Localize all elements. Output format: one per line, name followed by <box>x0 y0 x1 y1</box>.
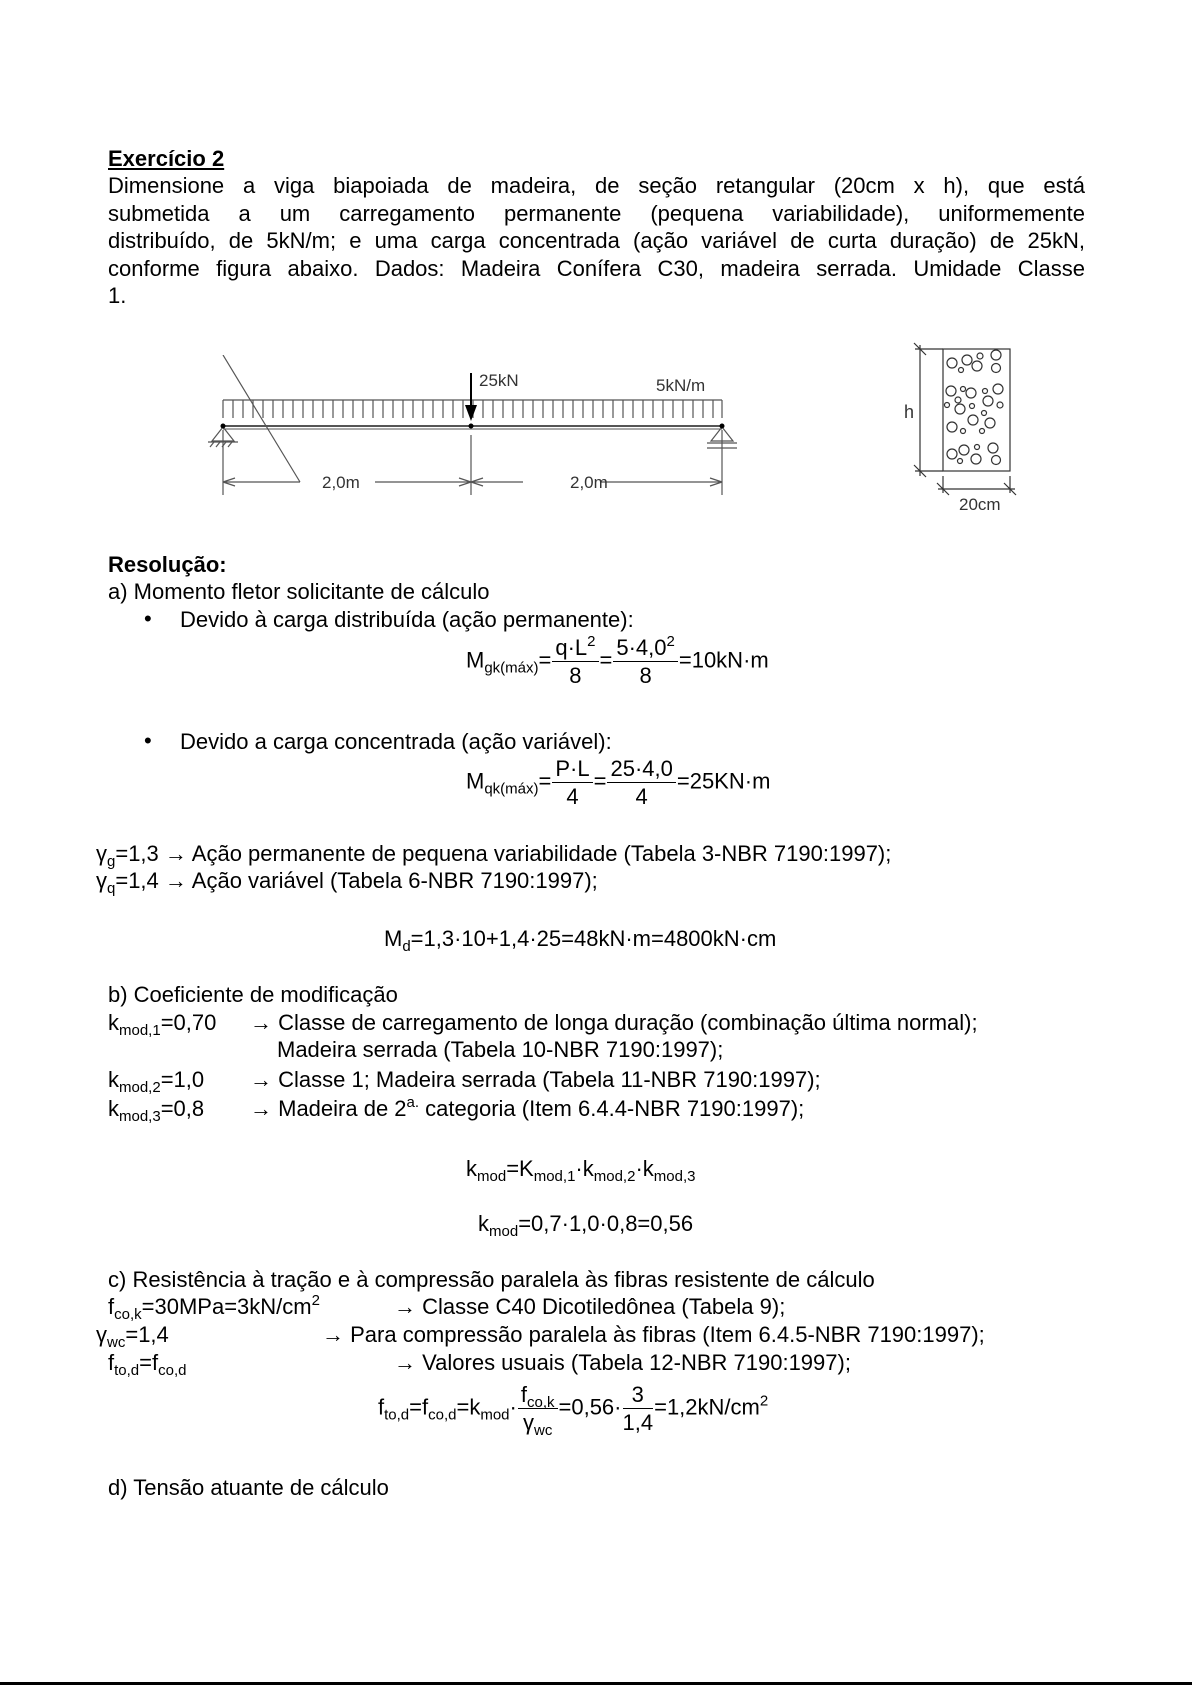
kmod3-value: $k_{mod,3}=0,8$ <box>108 1096 205 1125</box>
equation-mqk: $M_{qk(máx)}=$ $\frac{P\cdot L}{4}$ = $\frac{25\cdot 4,0}{4}$ =25KN·m <box>466 756 771 809</box>
fcok-value: $f_{co,k}=30MPa=3kN/cm^2$ <box>108 1292 320 1323</box>
kmod2-value: $k_{mod,2}=1,0$ <box>108 1067 205 1096</box>
kmod1-description-2: Madeira serrada (Tabela 10-NBR 7190:1997); <box>277 1037 724 1062</box>
section-c-title: c) Resistência à tração e à compressão paralela às fibras resistente de cálculo <box>108 1267 875 1292</box>
kmod1-value: $k_{mod,1}=0,70$ <box>108 1010 217 1039</box>
cross-section-diagram <box>900 340 1030 520</box>
equation-ftod: $f_{to,d}=f_{co,d}=k_{mod}\cdot$ $\frac{f_{co,k}}{\gamma_{wc}}$ =0,56· $\frac{3}{1,4}$ $=1,2kN/cm^2$ <box>378 1382 769 1439</box>
gamma-q-line: $\gamma_q=1,4$ → Ação variável (Tabela 6-NBR 7190:1997); <box>96 868 598 897</box>
equation-kmod-value: $k_{mod}=0,7\cdot 1,0\cdot 0,8=0,56$ <box>478 1211 694 1240</box>
ftod-description: → Valores usuais (Tabela 12-NBR 7190:1997); <box>394 1350 851 1375</box>
point-load-label: 25kN <box>479 371 519 390</box>
kmod2-description: → Classe 1; Madeira serrada (Tabela 11-NBR 7190:1997); <box>250 1067 821 1092</box>
exercise-title: Exercício 2 <box>108 146 225 171</box>
kmod3-description: → Madeira de $2^{a.}$ categoria (Item 6.4.4-NBR 7190:1997); <box>250 1094 805 1121</box>
equation-mgk: $M_{gk(máx)}=$ $\frac{q\cdot L^2}{8}$ = $\frac{5\cdot 4,0^2}{8}$ =10kN·m <box>466 633 769 688</box>
gamma-g-line: $\gamma_g=1,3$ → Ação permanente de pequena variabilidade (Tabela 3-NBR 7190:1997); <box>96 841 892 870</box>
section-b-title: b) Coeficiente de modificação <box>108 982 398 1007</box>
bullet-icon: • <box>144 728 152 753</box>
statement-line-1: Dimensione a viga biapoiada de madeira, de seção retangular (20cm x h), que está <box>108 173 1085 198</box>
fcok-description: → Classe C40 Dicotiledônea (Tabela 9); <box>394 1294 786 1319</box>
resolution-heading: Resolução: <box>108 552 227 577</box>
statement-line-3: distribuído, de 5kN/m; e uma carga concentrada (ação variável de curta duração) de 25kN, <box>108 228 1085 253</box>
bullet-icon: • <box>144 606 152 631</box>
section-d-title: d) Tensão atuante de cálculo <box>108 1475 389 1500</box>
section-height-label: h <box>904 402 915 422</box>
bullet-concentrated: Devido a carga concentrada (ação variável): <box>180 729 612 754</box>
span-right-label: 2,0m <box>570 473 608 492</box>
beam-diagram <box>190 355 750 515</box>
equation-md: $M_d=1,3\cdot 10+1,4\cdot 25=48kN\cdot m=4800kN\cdot cm$ <box>384 926 777 955</box>
ftod-value: $f_{to,d}=f_{co,d}$ <box>108 1350 187 1379</box>
gamma-wc-value: $\gamma_{wc}=1,4$ <box>96 1322 169 1351</box>
bullet-distributed: Devido à carga distribuída (ação permanente): <box>180 607 634 632</box>
statement-line-2: submetida a um carregamento permanente (pequena variabilidade), uniformemente <box>108 200 1085 226</box>
statement-line-5: 1. <box>108 283 127 308</box>
span-left-label: 2,0m <box>322 473 360 492</box>
kmod1-description: → Classe de carregamento de longa duração (combinação última normal); <box>250 1010 978 1035</box>
section-width-label: 20cm <box>959 495 1001 514</box>
equation-kmod: $k_{mod}=K_{mod,1}\cdot k_{mod,2}\cdot k_{mod,3}$ <box>466 1156 696 1185</box>
gamma-wc-description: → Para compressão paralela às fibras (Item 6.4.5-NBR 7190:1997); <box>322 1322 985 1347</box>
distributed-load-label: 5kN/m <box>656 376 706 395</box>
statement-line-4: conforme figura abaixo. Dados: Madeira Conífera C30, madeira serrada. Umidade Classe <box>108 255 1085 281</box>
section-a-title: a) Momento fletor solicitante de cálculo <box>108 579 490 604</box>
